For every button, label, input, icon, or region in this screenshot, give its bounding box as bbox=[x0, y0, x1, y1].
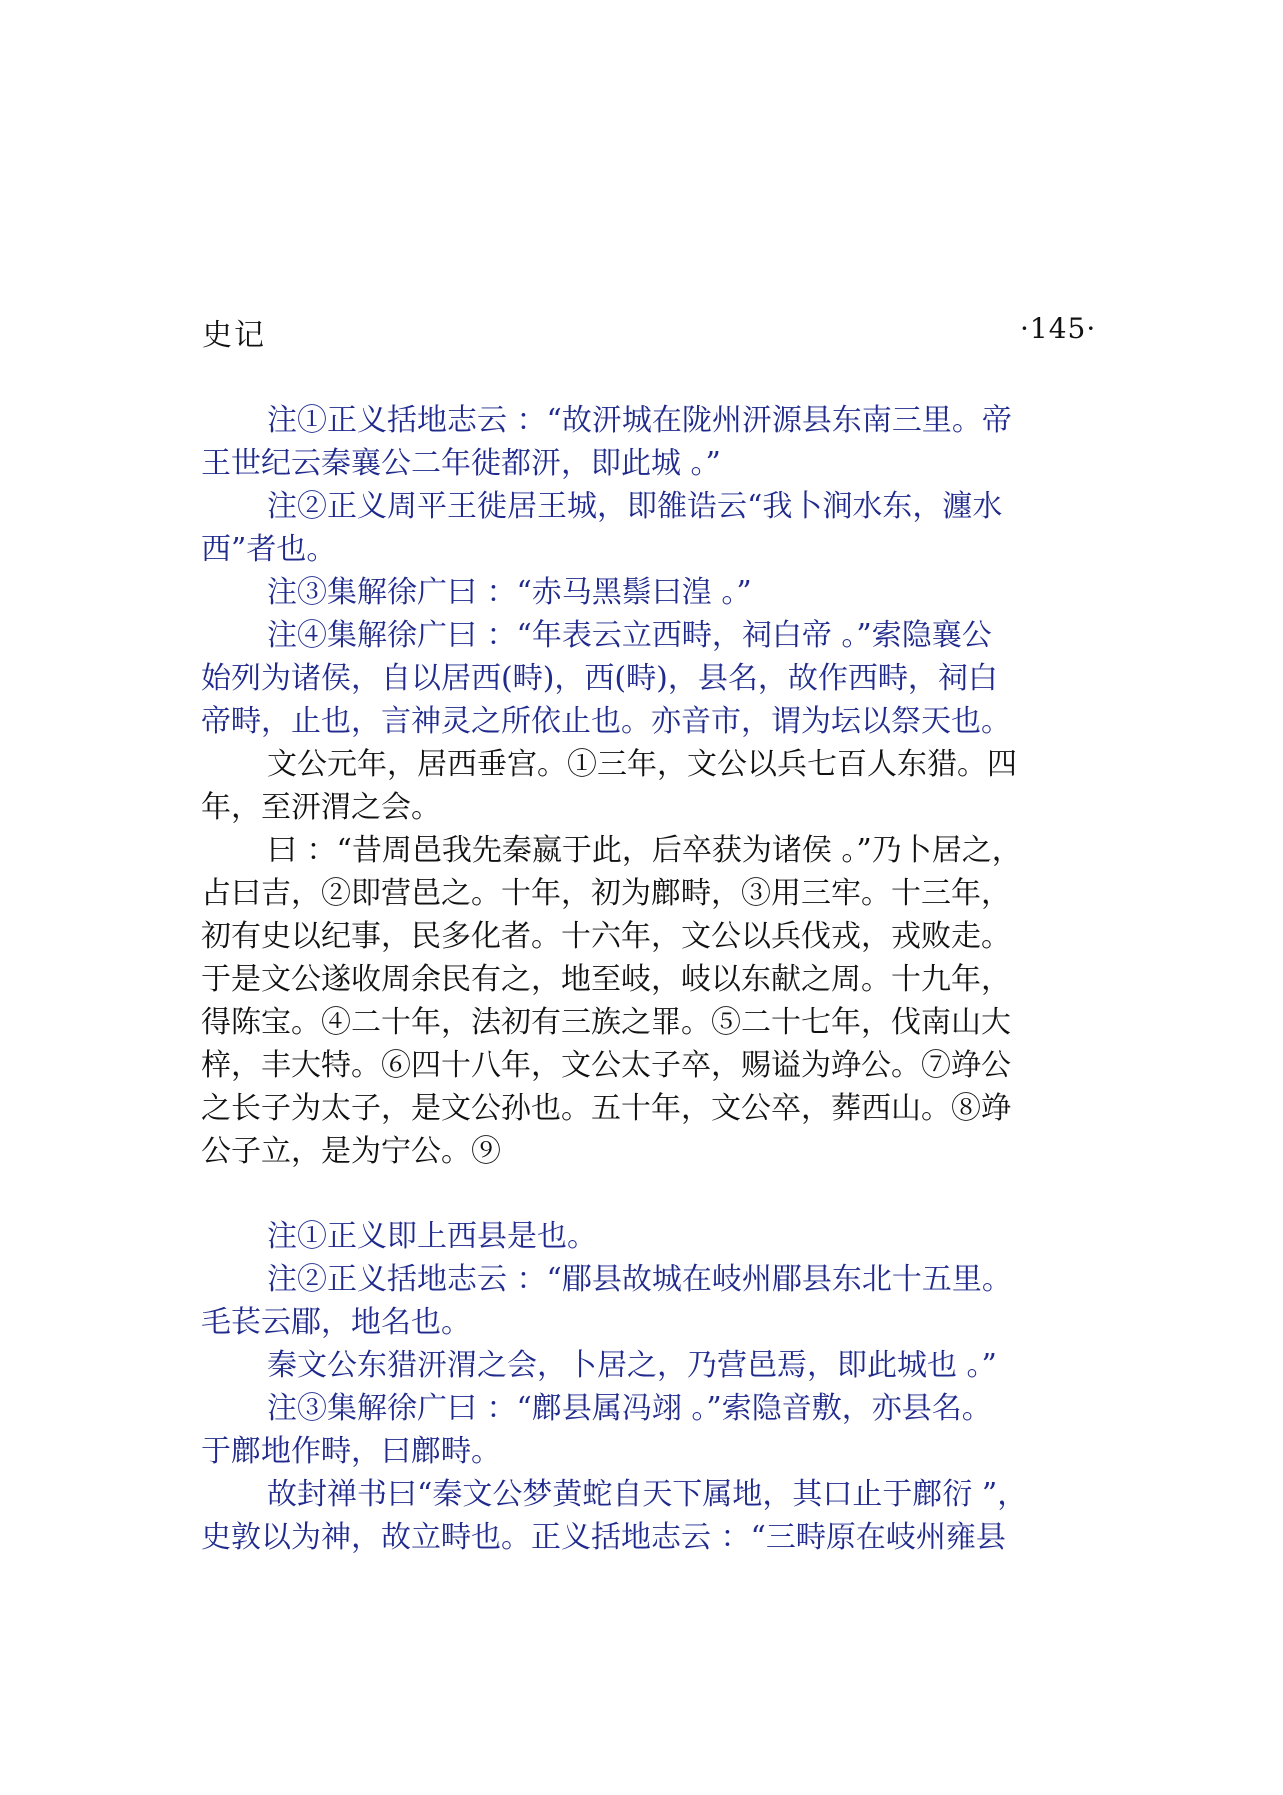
notes-block-2 bbox=[201, 1215, 1096, 1559]
note-line: 王世纪云秦襄公二年徙都汧，即此城 。” bbox=[201, 446, 721, 481]
note-line: 秦文公东猎汧渭之会，卜居之，乃营邑焉，即此城也 。” bbox=[267, 1348, 997, 1383]
note-line: 注③集解徐广曰 ：“鄜县属冯翊 。”索隐音敷，亦县名。 bbox=[267, 1391, 992, 1426]
running-header-title: 史记 bbox=[202, 318, 266, 353]
note-line: 始列为诸侯，自以居西(畤)，西(畤)，县名，故作西畤，祠白 bbox=[201, 661, 998, 696]
page-number: ·145· bbox=[1020, 312, 1097, 345]
note-line: 注①正义即上西县是也。 bbox=[267, 1219, 597, 1254]
note-line: 注④集解徐广曰 ：“年表云立西畤，祠白帝 。”索隐襄公 bbox=[267, 618, 992, 653]
main-text-line: 初有史以纪事，民多化者。十六年，文公以兵伐戎，戎败走。 bbox=[201, 919, 1011, 954]
note-line: 注③集解徐广曰 ：“赤马黑鬃曰湟 。” bbox=[267, 575, 752, 610]
main-text-line: 年，至汧渭之会。 bbox=[201, 790, 441, 825]
note-line: 注②正义括地志云 ：“郿县故城在岐州郿县东北十五里。 bbox=[267, 1262, 1012, 1297]
main-text-line: 之长子为太子，是文公孙也。五十年，文公卒，葬西山。⑧竫 bbox=[201, 1091, 1011, 1126]
note-line: 史敦以为神，故立畤也。正义括地志云 ：“三畤原在岐州雍县 bbox=[201, 1520, 1006, 1555]
main-text-block bbox=[201, 743, 1096, 1173]
note-line: 帝畤，止也，言神灵之所依止也。亦音市，谓为坛以祭天也。 bbox=[201, 704, 1011, 739]
main-text-line: 文公元年，居西垂宫。①三年，文公以兵七百人东猎。四 bbox=[267, 747, 1017, 782]
main-text-line: 公子立，是为宁公。⑨ bbox=[201, 1134, 501, 1169]
main-text-line: 梓，丰大特。⑥四十八年，文公太子卒，赐谥为竫公。⑦竫公 bbox=[201, 1048, 1011, 1083]
main-text-line: 得陈宝。④二十年，法初有三族之罪。⑤二十七年，伐南山大 bbox=[201, 1005, 1011, 1040]
note-line: 注②正义周平王徙居王城，即雒诰云“我卜涧水东，瀍水 bbox=[267, 489, 1003, 524]
note-line: 西”者也。 bbox=[201, 532, 337, 567]
notes-block-1 bbox=[201, 399, 1096, 743]
note-line: 注①正义括地志云 ：“故汧城在陇州汧源县东南三里。帝 bbox=[267, 403, 1012, 438]
note-line: 毛苌云郿，地名也。 bbox=[201, 1305, 471, 1340]
note-line: 于鄜地作畤，曰鄜畤。 bbox=[201, 1434, 501, 1469]
main-text-line: 曰 ：“昔周邑我先秦嬴于此，后卒获为诸侯 。”乃卜居之， bbox=[267, 833, 1022, 868]
main-text-line: 占曰吉，②即营邑之。十年，初为鄜畤，③用三牢。十三年， bbox=[201, 876, 1011, 911]
note-line: 故封禅书曰“秦文公梦黄蛇自天下属地，其口止于鄜衍 ”， bbox=[267, 1477, 1028, 1512]
main-text-line: 于是文公遂收周余民有之，地至岐，岐以东献之周。十九年， bbox=[201, 962, 1011, 997]
